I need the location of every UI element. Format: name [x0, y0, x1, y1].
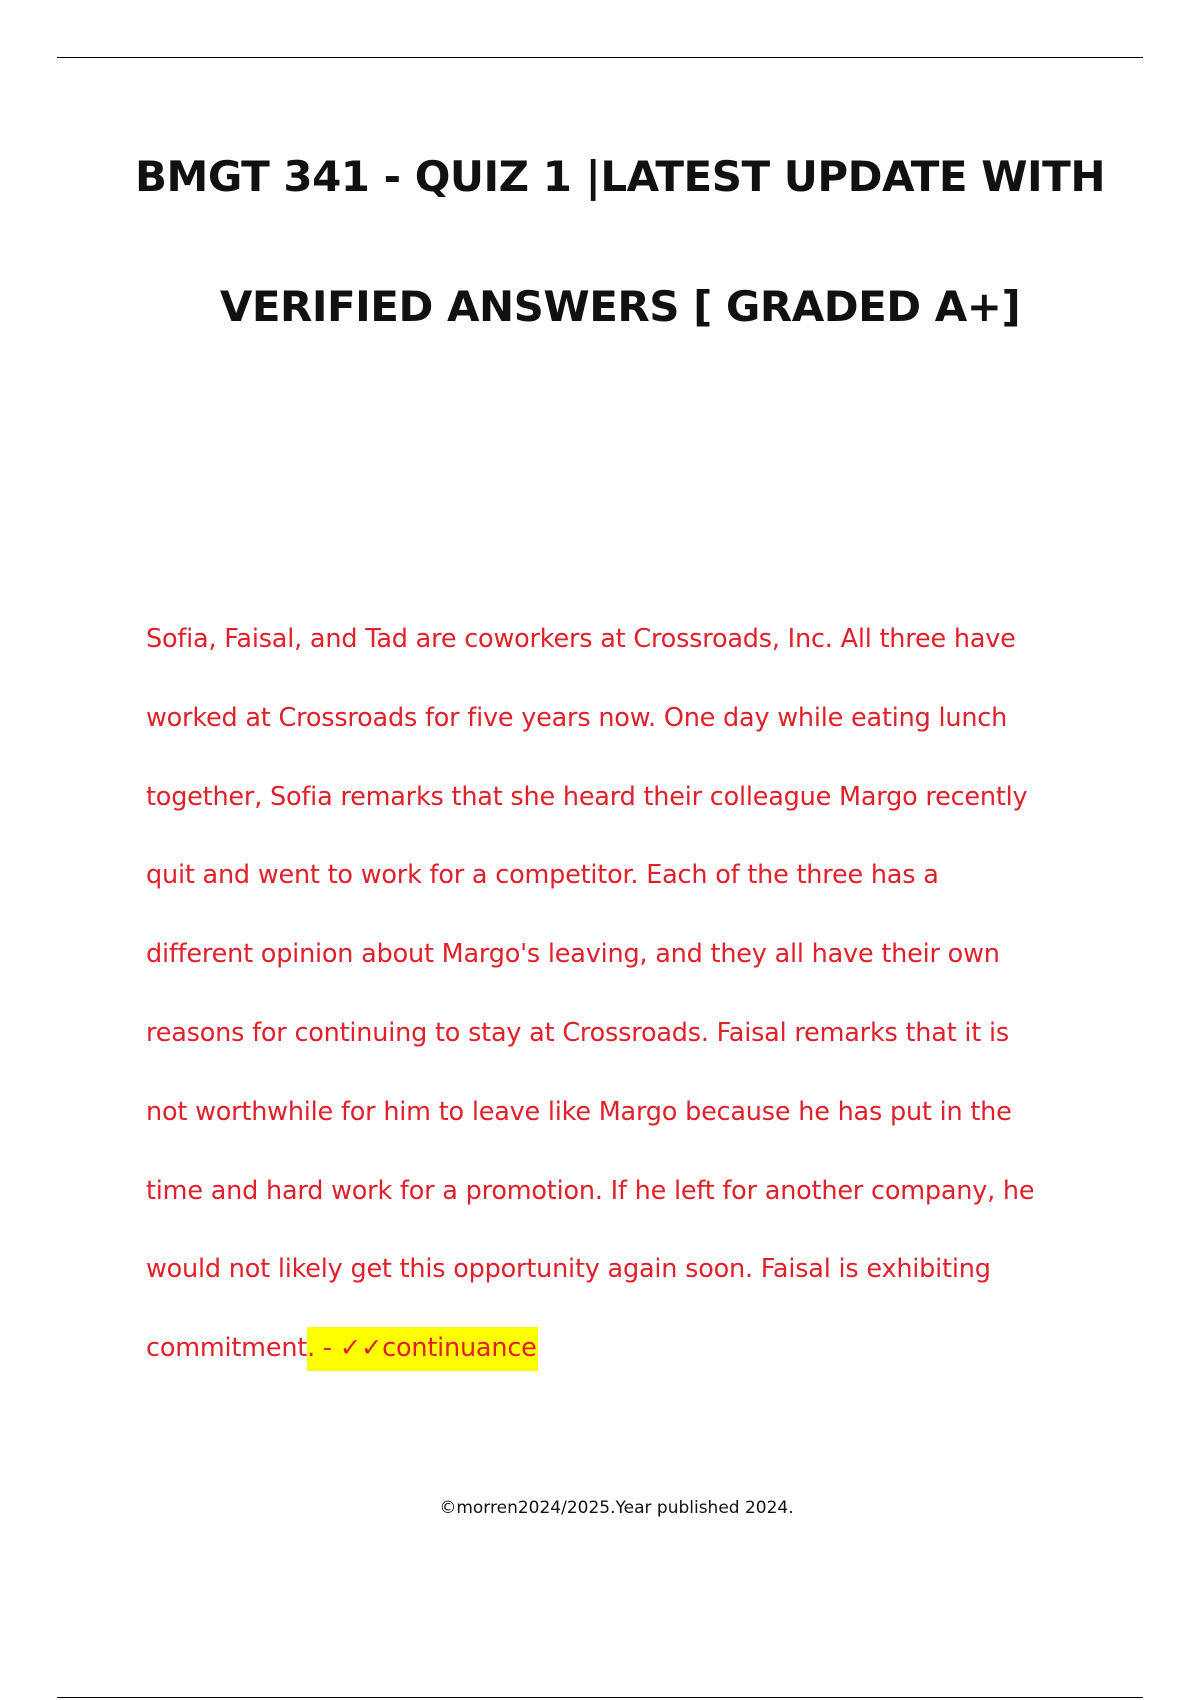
- question-line: quit and went to work for a competitor. Each of the three has a: [146, 860, 939, 891]
- top-rule: [57, 57, 1143, 58]
- answer-highlight: [307, 1327, 538, 1371]
- question-last-words: commitment: [146, 1333, 308, 1364]
- bottom-rule: [57, 1697, 1143, 1698]
- answer-separator: . -: [307, 1333, 340, 1364]
- question-line: not worthwhile for him to leave like Margo because he has put in the: [146, 1096, 1012, 1127]
- question-block: [146, 600, 1146, 1388]
- question-line: Sofia, Faisal, and Tad are coworkers at Crossroads, Inc. All three have: [146, 624, 1016, 654]
- question-line: reasons for continuing to stay at Crossroads. Faisal remarks that it is: [146, 1017, 1009, 1048]
- question-line: worked at Crossroads for five years now. One day while eating lunch: [146, 702, 1008, 733]
- question-line: would not likely get this opportunity again soon. Faisal is exhibiting: [146, 1254, 991, 1285]
- copyright-footer: ©morren2024/2025.Year published 2024.: [439, 1498, 794, 1518]
- document-title-line-1: BMGT 341 - QUIZ 1 |LATEST UPDATE WITH: [135, 152, 1105, 201]
- question-line: time and hard work for a promotion. If he left for another company, he: [146, 1175, 1035, 1206]
- question-answer-line: [146, 1309, 1146, 1388]
- question-line: different opinion about Margo's leaving, and they all have their own: [146, 939, 1000, 970]
- document-title-line-2: VERIFIED ANSWERS [ GRADED A+]: [219, 282, 1021, 331]
- question-line: together, Sofia remarks that she heard their colleague Margo recently: [146, 781, 1028, 812]
- double-check-icon: ✓✓: [339, 1333, 383, 1364]
- answer-text: continuance: [382, 1333, 537, 1364]
